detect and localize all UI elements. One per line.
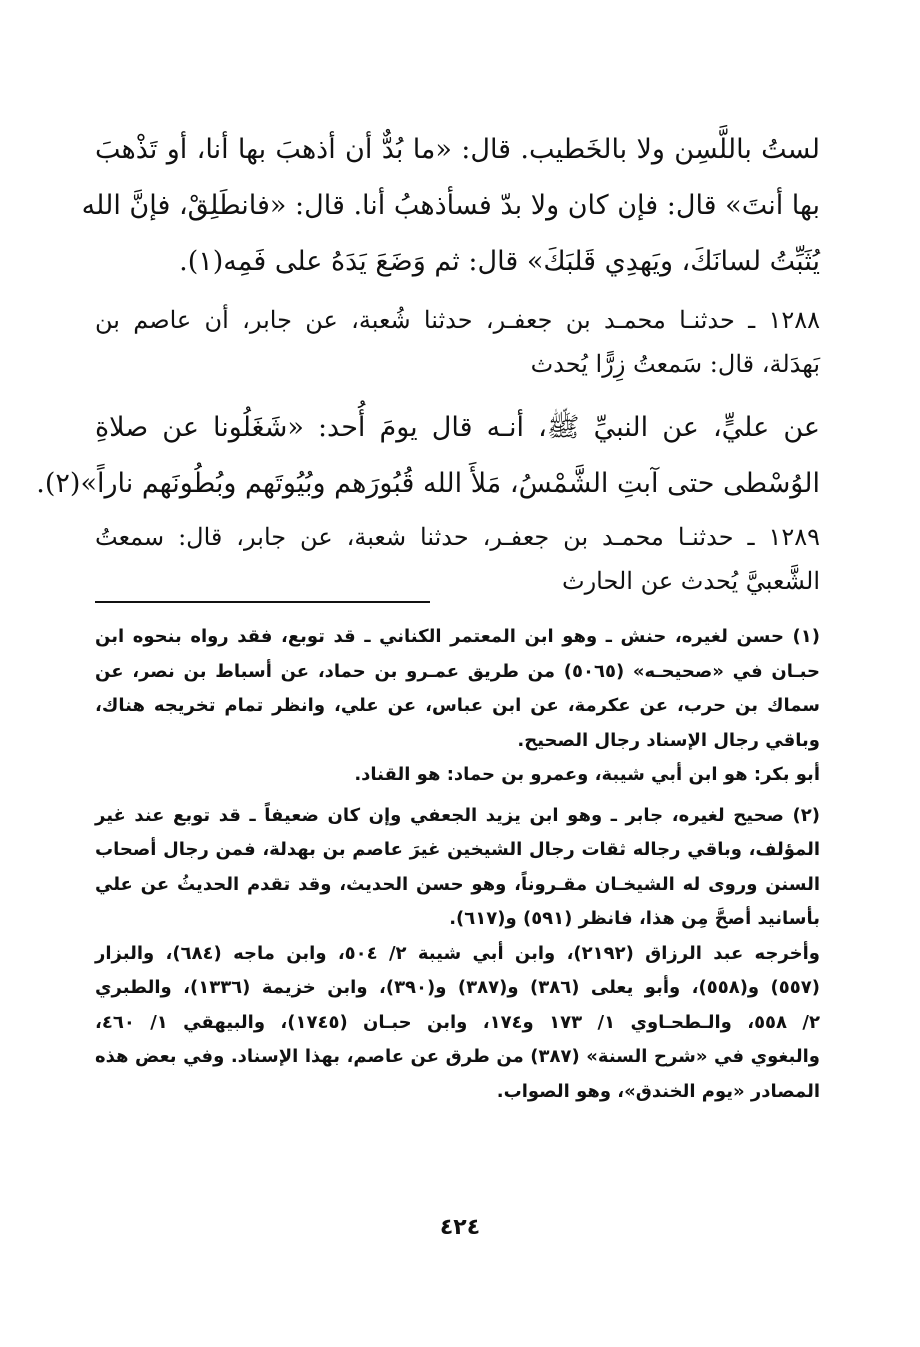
footnote-1 [95, 620, 820, 793]
main-text-paragraph-2 [36, 400, 820, 512]
text-line: عن عليٍّ، عن النبيِّ ﷺ، أنـه قال يومَ أُحد: «شَغَلُونا عن صلاةِ [95, 412, 820, 443]
footnote-line: المصادر «يوم الخندق»، وهو الصواب. [496, 1080, 820, 1102]
text-line: ١٢٨٩ ـ حدثنـا محمـد بن جعفـر، حدثنا شعبة، عن جابر، قال: سمعتُ [95, 523, 821, 551]
page-number: ٤٢٤ [439, 1215, 481, 1240]
footnote-line: المؤلف، وباقي رجاله ثقات رجال الشيخين غيرَ عاصم بن بهدلة، فمن رجال أصحاب [95, 839, 820, 860]
hadith-1289-heading [95, 515, 820, 603]
text-line: لستُ باللَّسِن ولا بالخَطيب. قال: «ما بُدٌّ أن أذهبَ بها أنا، أو تَذْهبَ [95, 134, 820, 165]
text-line: الشَّعبيَّ يُحدث عن الحارث [561, 567, 820, 595]
footnote-line: بأسانيد أصحَّ مِن هذا، فانظر (٥٩١) و(٦١٧). [449, 908, 820, 929]
main-text-paragraph-1 [81, 122, 820, 290]
text-line: الوُسْطى حتى آبتِ الشَّمْسُ، مَلأَ الله قُبُورَهم وبُيُوتَهم وبُطُونَهم ناراً»(٢). [36, 468, 820, 499]
footnote-line: (٥٥٧) و(٥٥٨)، وأبو يعلى (٣٨٦) و(٣٨٧) و(٣٩٠)، وابن خزيمة (١٣٣٦)، والطبري [95, 977, 820, 998]
footnote-line: (١) حسن لغيره، حنش ـ وهو ابن المعتمر الكناني ـ قد توبع، فقد رواه بنحوه ابن [95, 626, 820, 647]
text-line: يُثَبِّتُ لسانَكَ، ويَهدِي قَلبَكَ» قال: ثم وَضَعَ يَدَهُ على فَمِه(١). [179, 246, 820, 277]
footnote-2 [95, 799, 820, 1110]
footnote-line: وباقي رجال الإسناد رجال الصحيح. [517, 729, 820, 751]
footnotes [95, 620, 820, 1109]
footnote-line: أبو بكر: هو ابن أبي شيبة، وعمرو بن حماد: هو القناد. [354, 764, 820, 785]
footnote-separator [95, 601, 430, 603]
footnote-line: السنن وروى له الشيخـان مقـروناً، وهو حسن الحديث، وقد تقدم الحديثُ عن علي [95, 873, 820, 895]
footnote-line: وأخرجه عبد الرزاق (٢١٩٢)، وابن أبي شيبة ٢/ ٥٠٤، وابن ماجه (٦٨٤)، والبزار [95, 942, 820, 964]
footnote-line: والبغوي في «شرح السنة» (٣٨٧) من طرق عن عاصم، بهذا الإسناد. وفي بعض هذه [95, 1046, 820, 1067]
footnote-line: (٢) صحيح لغيره، جابر ـ وهو ابن يزيد الجعفي وإن كان ضعيفاً ـ قد توبع عند غير [95, 804, 820, 826]
footnote-line: سماك بن حرب، عن عكرمة، عن ابن عباس، عن علي، وانظر تمام تخريجه هناك، [95, 695, 820, 716]
text-line: بَهدَلة، قال: سَمعتُ زِرًّا يُحدث [530, 350, 820, 378]
text-line: ١٢٨٨ ـ حدثنـا محمـد بن جعفـر، حدثنا شُعبة، عن جابر، أن عاصم بن [95, 306, 820, 334]
hadith-1288-heading [95, 298, 820, 386]
footnote-line: حبـان في «صحيحـه» (٥٠٦٥) من طريق عمـرو بن حماد، عن أسباط بن نصر، عن [95, 660, 821, 682]
footnote-line: ٢/ ٥٥٨، والـطحـاوي ١/ ١٧٣ و١٧٤، وابن حبـان (١٧٤٥)، والبيهقي ١/ ٤٦٠، [95, 1011, 820, 1033]
text-line: بها أنتَ» قال: فإن كان ولا بدّ فسأذهبُ أنا. قال: «فانطَلِقْ، فإنَّ الله [81, 190, 820, 221]
